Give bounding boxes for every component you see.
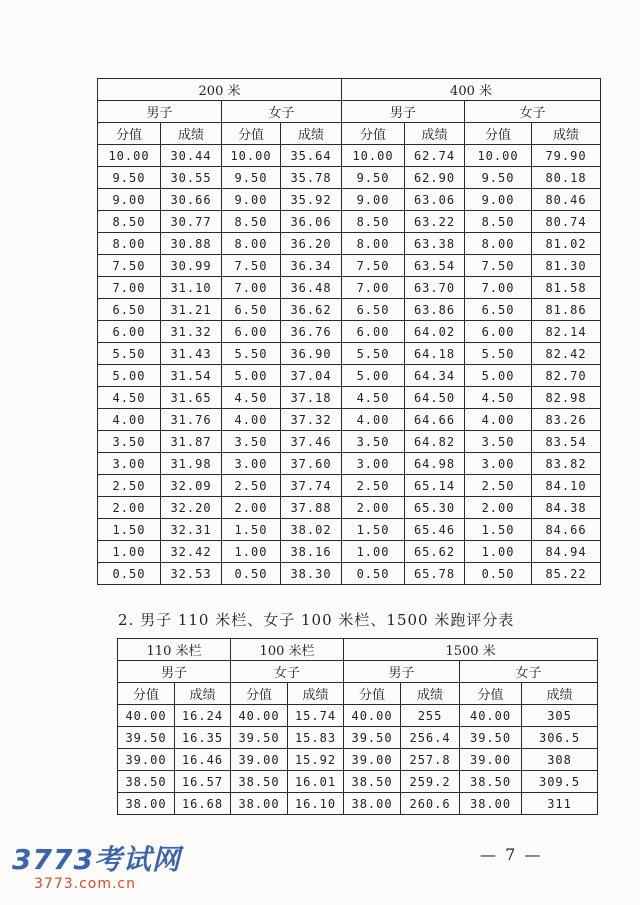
score-cell: 39.50 bbox=[344, 727, 401, 749]
score-cell: 8.50 bbox=[342, 211, 405, 233]
score-cell: 5.00 bbox=[465, 365, 532, 387]
watermark-text: 3773考试网 bbox=[12, 843, 181, 876]
result-cell: 35.92 bbox=[281, 189, 342, 211]
header-result: 成绩 bbox=[405, 123, 465, 145]
score-cell: 9.00 bbox=[98, 189, 161, 211]
result-cell: 82.70 bbox=[532, 365, 601, 387]
result-cell: 37.60 bbox=[281, 453, 342, 475]
score-cell: 3.00 bbox=[465, 453, 532, 475]
result-cell: 30.66 bbox=[161, 189, 222, 211]
result-cell: 31.21 bbox=[161, 299, 222, 321]
score-cell: 3.50 bbox=[98, 431, 161, 453]
result-cell: 84.10 bbox=[532, 475, 601, 497]
score-cell: 8.50 bbox=[222, 211, 281, 233]
result-cell: 63.54 bbox=[405, 255, 465, 277]
result-cell: 16.68 bbox=[175, 793, 231, 815]
result-cell: 257.8 bbox=[401, 749, 460, 771]
score-cell: 39.50 bbox=[118, 727, 175, 749]
score-cell: 3.50 bbox=[222, 431, 281, 453]
score-cell: 38.50 bbox=[118, 771, 175, 793]
header-score: 分值 bbox=[342, 123, 405, 145]
result-cell: 260.6 bbox=[401, 793, 460, 815]
result-cell: 31.32 bbox=[161, 321, 222, 343]
score-cell: 4.00 bbox=[342, 409, 405, 431]
result-cell: 36.48 bbox=[281, 277, 342, 299]
score-cell: 39.00 bbox=[460, 749, 522, 771]
result-cell: 16.01 bbox=[288, 771, 344, 793]
table-row bbox=[98, 497, 601, 519]
header-200m: 200 米 bbox=[98, 79, 342, 101]
result-cell: 36.06 bbox=[281, 211, 342, 233]
score-cell: 8.00 bbox=[342, 233, 405, 255]
score-cell: 40.00 bbox=[118, 705, 175, 727]
result-cell: 37.88 bbox=[281, 497, 342, 519]
table-header-row bbox=[118, 661, 598, 683]
result-cell: 15.74 bbox=[288, 705, 344, 727]
score-cell: 1.50 bbox=[98, 519, 161, 541]
result-cell: 16.35 bbox=[175, 727, 231, 749]
result-cell: 16.10 bbox=[288, 793, 344, 815]
header-male: 男子 bbox=[342, 101, 465, 123]
result-cell: 32.31 bbox=[161, 519, 222, 541]
score-cell: 8.00 bbox=[222, 233, 281, 255]
result-cell: 80.18 bbox=[532, 167, 601, 189]
table-row bbox=[118, 771, 598, 793]
score-cell: 2.00 bbox=[465, 497, 532, 519]
result-cell: 35.78 bbox=[281, 167, 342, 189]
result-cell: 305 bbox=[522, 705, 598, 727]
score-cell: 5.00 bbox=[222, 365, 281, 387]
result-cell: 82.42 bbox=[532, 343, 601, 365]
header-result: 成绩 bbox=[288, 683, 344, 705]
score-cell: 8.50 bbox=[98, 211, 161, 233]
result-cell: 32.20 bbox=[161, 497, 222, 519]
table-header-row bbox=[98, 79, 601, 101]
result-cell: 36.90 bbox=[281, 343, 342, 365]
result-cell: 32.42 bbox=[161, 541, 222, 563]
result-cell: 306.5 bbox=[522, 727, 598, 749]
score-cell: 8.00 bbox=[465, 233, 532, 255]
result-cell: 311 bbox=[522, 793, 598, 815]
result-cell: 83.82 bbox=[532, 453, 601, 475]
score-cell: 40.00 bbox=[344, 705, 401, 727]
score-cell: 38.00 bbox=[344, 793, 401, 815]
result-cell: 63.06 bbox=[405, 189, 465, 211]
header-male: 男子 bbox=[118, 661, 231, 683]
score-cell: 4.50 bbox=[465, 387, 532, 409]
table-header-row bbox=[118, 683, 598, 705]
result-cell: 30.88 bbox=[161, 233, 222, 255]
score-cell: 6.00 bbox=[342, 321, 405, 343]
score-cell: 39.00 bbox=[344, 749, 401, 771]
table-row bbox=[98, 167, 601, 189]
header-result: 成绩 bbox=[175, 683, 231, 705]
table-row bbox=[98, 431, 601, 453]
result-cell: 15.92 bbox=[288, 749, 344, 771]
score-cell: 5.50 bbox=[98, 343, 161, 365]
table-row bbox=[98, 189, 601, 211]
result-cell: 35.64 bbox=[281, 145, 342, 167]
score-cell: 7.50 bbox=[342, 255, 405, 277]
header-100m-hurdles: 100 米栏 bbox=[231, 639, 344, 661]
score-cell: 6.00 bbox=[465, 321, 532, 343]
score-table-hurdles-1500m bbox=[117, 638, 598, 815]
score-cell: 6.50 bbox=[465, 299, 532, 321]
score-cell: 0.50 bbox=[98, 563, 161, 585]
table-row bbox=[98, 409, 601, 431]
score-cell: 39.00 bbox=[231, 749, 288, 771]
score-cell: 38.50 bbox=[460, 771, 522, 793]
score-cell: 6.50 bbox=[222, 299, 281, 321]
score-cell: 4.00 bbox=[98, 409, 161, 431]
result-cell: 31.65 bbox=[161, 387, 222, 409]
header-result: 成绩 bbox=[161, 123, 222, 145]
result-cell: 64.66 bbox=[405, 409, 465, 431]
score-cell: 7.00 bbox=[222, 277, 281, 299]
score-cell: 0.50 bbox=[465, 563, 532, 585]
result-cell: 31.43 bbox=[161, 343, 222, 365]
header-110m-hurdles: 110 米栏 bbox=[118, 639, 231, 661]
score-cell: 10.00 bbox=[465, 145, 532, 167]
table-row bbox=[98, 563, 601, 585]
score-cell: 3.50 bbox=[465, 431, 532, 453]
score-cell: 6.00 bbox=[222, 321, 281, 343]
result-cell: 16.57 bbox=[175, 771, 231, 793]
result-cell: 31.10 bbox=[161, 277, 222, 299]
score-cell: 5.50 bbox=[222, 343, 281, 365]
score-cell: 7.00 bbox=[342, 277, 405, 299]
result-cell: 79.90 bbox=[532, 145, 601, 167]
result-cell: 83.26 bbox=[532, 409, 601, 431]
result-cell: 64.34 bbox=[405, 365, 465, 387]
result-cell: 36.76 bbox=[281, 321, 342, 343]
score-cell: 2.50 bbox=[342, 475, 405, 497]
result-cell: 81.58 bbox=[532, 277, 601, 299]
table-row bbox=[98, 145, 601, 167]
score-cell: 9.50 bbox=[222, 167, 281, 189]
header-female: 女子 bbox=[222, 101, 342, 123]
table-row bbox=[98, 299, 601, 321]
table-row bbox=[98, 387, 601, 409]
score-cell: 4.50 bbox=[342, 387, 405, 409]
table-row bbox=[98, 255, 601, 277]
score-cell: 0.50 bbox=[222, 563, 281, 585]
table-row bbox=[98, 211, 601, 233]
score-cell: 38.50 bbox=[344, 771, 401, 793]
result-cell: 30.44 bbox=[161, 145, 222, 167]
result-cell: 32.09 bbox=[161, 475, 222, 497]
result-cell: 80.46 bbox=[532, 189, 601, 211]
score-cell: 4.00 bbox=[222, 409, 281, 431]
result-cell: 15.83 bbox=[288, 727, 344, 749]
result-cell: 38.16 bbox=[281, 541, 342, 563]
score-cell: 2.50 bbox=[222, 475, 281, 497]
header-400m: 400 米 bbox=[342, 79, 601, 101]
table-row bbox=[98, 365, 601, 387]
score-cell: 2.00 bbox=[98, 497, 161, 519]
score-cell: 38.00 bbox=[231, 793, 288, 815]
table-row bbox=[118, 727, 598, 749]
score-cell: 7.50 bbox=[222, 255, 281, 277]
score-cell: 3.00 bbox=[222, 453, 281, 475]
result-cell: 36.34 bbox=[281, 255, 342, 277]
result-cell: 81.30 bbox=[532, 255, 601, 277]
table-row bbox=[98, 475, 601, 497]
header-score: 分值 bbox=[222, 123, 281, 145]
result-cell: 64.18 bbox=[405, 343, 465, 365]
result-cell: 37.46 bbox=[281, 431, 342, 453]
result-cell: 63.38 bbox=[405, 233, 465, 255]
header-score: 分值 bbox=[231, 683, 288, 705]
result-cell: 63.22 bbox=[405, 211, 465, 233]
score-cell: 10.00 bbox=[222, 145, 281, 167]
result-cell: 64.50 bbox=[405, 387, 465, 409]
score-cell: 5.50 bbox=[465, 343, 532, 365]
score-cell: 5.50 bbox=[342, 343, 405, 365]
result-cell: 63.70 bbox=[405, 277, 465, 299]
result-cell: 65.78 bbox=[405, 563, 465, 585]
header-female: 女子 bbox=[465, 101, 601, 123]
score-cell: 6.00 bbox=[98, 321, 161, 343]
result-cell: 259.2 bbox=[401, 771, 460, 793]
result-cell: 80.74 bbox=[532, 211, 601, 233]
score-cell: 1.00 bbox=[342, 541, 405, 563]
score-cell: 5.00 bbox=[342, 365, 405, 387]
score-cell: 2.50 bbox=[98, 475, 161, 497]
header-female: 女子 bbox=[460, 661, 598, 683]
result-cell: 84.66 bbox=[532, 519, 601, 541]
score-cell: 0.50 bbox=[342, 563, 405, 585]
score-cell: 7.50 bbox=[98, 255, 161, 277]
score-cell: 6.50 bbox=[98, 299, 161, 321]
result-cell: 62.74 bbox=[405, 145, 465, 167]
result-cell: 63.86 bbox=[405, 299, 465, 321]
table-row bbox=[118, 705, 598, 727]
score-cell: 3.00 bbox=[342, 453, 405, 475]
result-cell: 82.14 bbox=[532, 321, 601, 343]
score-cell: 1.50 bbox=[465, 519, 532, 541]
result-cell: 62.90 bbox=[405, 167, 465, 189]
header-female: 女子 bbox=[231, 661, 344, 683]
score-cell: 9.00 bbox=[465, 189, 532, 211]
score-cell: 1.00 bbox=[98, 541, 161, 563]
score-cell: 40.00 bbox=[460, 705, 522, 727]
header-score: 分值 bbox=[344, 683, 401, 705]
result-cell: 30.77 bbox=[161, 211, 222, 233]
score-cell: 39.00 bbox=[118, 749, 175, 771]
score-cell: 6.50 bbox=[342, 299, 405, 321]
result-cell: 16.46 bbox=[175, 749, 231, 771]
result-cell: 85.22 bbox=[532, 563, 601, 585]
score-cell: 3.00 bbox=[98, 453, 161, 475]
result-cell: 84.94 bbox=[532, 541, 601, 563]
result-cell: 65.46 bbox=[405, 519, 465, 541]
table-row bbox=[98, 277, 601, 299]
score-cell: 1.00 bbox=[222, 541, 281, 563]
score-cell: 38.00 bbox=[118, 793, 175, 815]
header-result: 成绩 bbox=[532, 123, 601, 145]
section-heading: 2. 男子 110 米栏、女子 100 米栏、1500 米跑评分表 bbox=[118, 611, 515, 629]
score-cell: 7.50 bbox=[465, 255, 532, 277]
result-cell: 64.82 bbox=[405, 431, 465, 453]
result-cell: 83.54 bbox=[532, 431, 601, 453]
header-male: 男子 bbox=[344, 661, 460, 683]
score-cell: 1.00 bbox=[465, 541, 532, 563]
result-cell: 37.18 bbox=[281, 387, 342, 409]
score-cell: 4.00 bbox=[465, 409, 532, 431]
score-cell: 9.50 bbox=[98, 167, 161, 189]
result-cell: 31.87 bbox=[161, 431, 222, 453]
table-header-row bbox=[98, 101, 601, 123]
score-cell: 4.50 bbox=[98, 387, 161, 409]
score-cell: 9.50 bbox=[342, 167, 405, 189]
table-row bbox=[98, 519, 601, 541]
result-cell: 309.5 bbox=[522, 771, 598, 793]
score-cell: 5.00 bbox=[98, 365, 161, 387]
result-cell: 65.62 bbox=[405, 541, 465, 563]
score-cell: 38.50 bbox=[231, 771, 288, 793]
result-cell: 16.24 bbox=[175, 705, 231, 727]
header-result: 成绩 bbox=[522, 683, 598, 705]
result-cell: 32.53 bbox=[161, 563, 222, 585]
score-cell: 39.50 bbox=[231, 727, 288, 749]
score-cell: 7.00 bbox=[465, 277, 532, 299]
result-cell: 37.32 bbox=[281, 409, 342, 431]
result-cell: 64.02 bbox=[405, 321, 465, 343]
result-cell: 37.74 bbox=[281, 475, 342, 497]
table-row bbox=[118, 793, 598, 815]
result-cell: 84.38 bbox=[532, 497, 601, 519]
result-cell: 81.86 bbox=[532, 299, 601, 321]
result-cell: 256.4 bbox=[401, 727, 460, 749]
table-row bbox=[118, 749, 598, 771]
score-cell: 1.50 bbox=[222, 519, 281, 541]
result-cell: 37.04 bbox=[281, 365, 342, 387]
score-cell: 9.00 bbox=[342, 189, 405, 211]
header-male: 男子 bbox=[98, 101, 222, 123]
header-result: 成绩 bbox=[401, 683, 460, 705]
page-number: — 7 — bbox=[480, 845, 543, 864]
score-cell: 10.00 bbox=[98, 145, 161, 167]
result-cell: 30.55 bbox=[161, 167, 222, 189]
score-cell: 39.50 bbox=[460, 727, 522, 749]
result-cell: 81.02 bbox=[532, 233, 601, 255]
result-cell: 65.14 bbox=[405, 475, 465, 497]
header-score: 分值 bbox=[98, 123, 161, 145]
score-cell: 9.00 bbox=[222, 189, 281, 211]
table-row bbox=[98, 233, 601, 255]
result-cell: 64.98 bbox=[405, 453, 465, 475]
result-cell: 82.98 bbox=[532, 387, 601, 409]
score-cell: 2.00 bbox=[342, 497, 405, 519]
score-cell: 8.50 bbox=[465, 211, 532, 233]
result-cell: 30.99 bbox=[161, 255, 222, 277]
score-cell: 38.00 bbox=[460, 793, 522, 815]
header-1500m: 1500 米 bbox=[344, 639, 598, 661]
result-cell: 31.76 bbox=[161, 409, 222, 431]
table-row bbox=[98, 343, 601, 365]
score-cell: 8.00 bbox=[98, 233, 161, 255]
table-header-row bbox=[98, 123, 601, 145]
score-table-200m-400m bbox=[97, 78, 601, 585]
score-cell: 9.50 bbox=[465, 167, 532, 189]
table-row bbox=[98, 321, 601, 343]
result-cell: 255 bbox=[401, 705, 460, 727]
score-cell: 10.00 bbox=[342, 145, 405, 167]
result-cell: 36.62 bbox=[281, 299, 342, 321]
score-cell: 4.50 bbox=[222, 387, 281, 409]
result-cell: 31.98 bbox=[161, 453, 222, 475]
score-cell: 2.00 bbox=[222, 497, 281, 519]
header-score: 分值 bbox=[118, 683, 175, 705]
table-row bbox=[98, 453, 601, 475]
table-header-row bbox=[118, 639, 598, 661]
result-cell: 36.20 bbox=[281, 233, 342, 255]
result-cell: 31.54 bbox=[161, 365, 222, 387]
score-cell: 1.50 bbox=[342, 519, 405, 541]
score-cell: 3.50 bbox=[342, 431, 405, 453]
score-cell: 40.00 bbox=[231, 705, 288, 727]
result-cell: 38.02 bbox=[281, 519, 342, 541]
header-score: 分值 bbox=[465, 123, 532, 145]
watermark-url: 3773.com.cn bbox=[34, 876, 136, 892]
result-cell: 65.30 bbox=[405, 497, 465, 519]
watermark-logo bbox=[12, 838, 181, 892]
result-cell: 308 bbox=[522, 749, 598, 771]
score-cell: 7.00 bbox=[98, 277, 161, 299]
score-cell: 2.50 bbox=[465, 475, 532, 497]
header-result: 成绩 bbox=[281, 123, 342, 145]
header-score: 分值 bbox=[460, 683, 522, 705]
table-row bbox=[98, 541, 601, 563]
result-cell: 38.30 bbox=[281, 563, 342, 585]
